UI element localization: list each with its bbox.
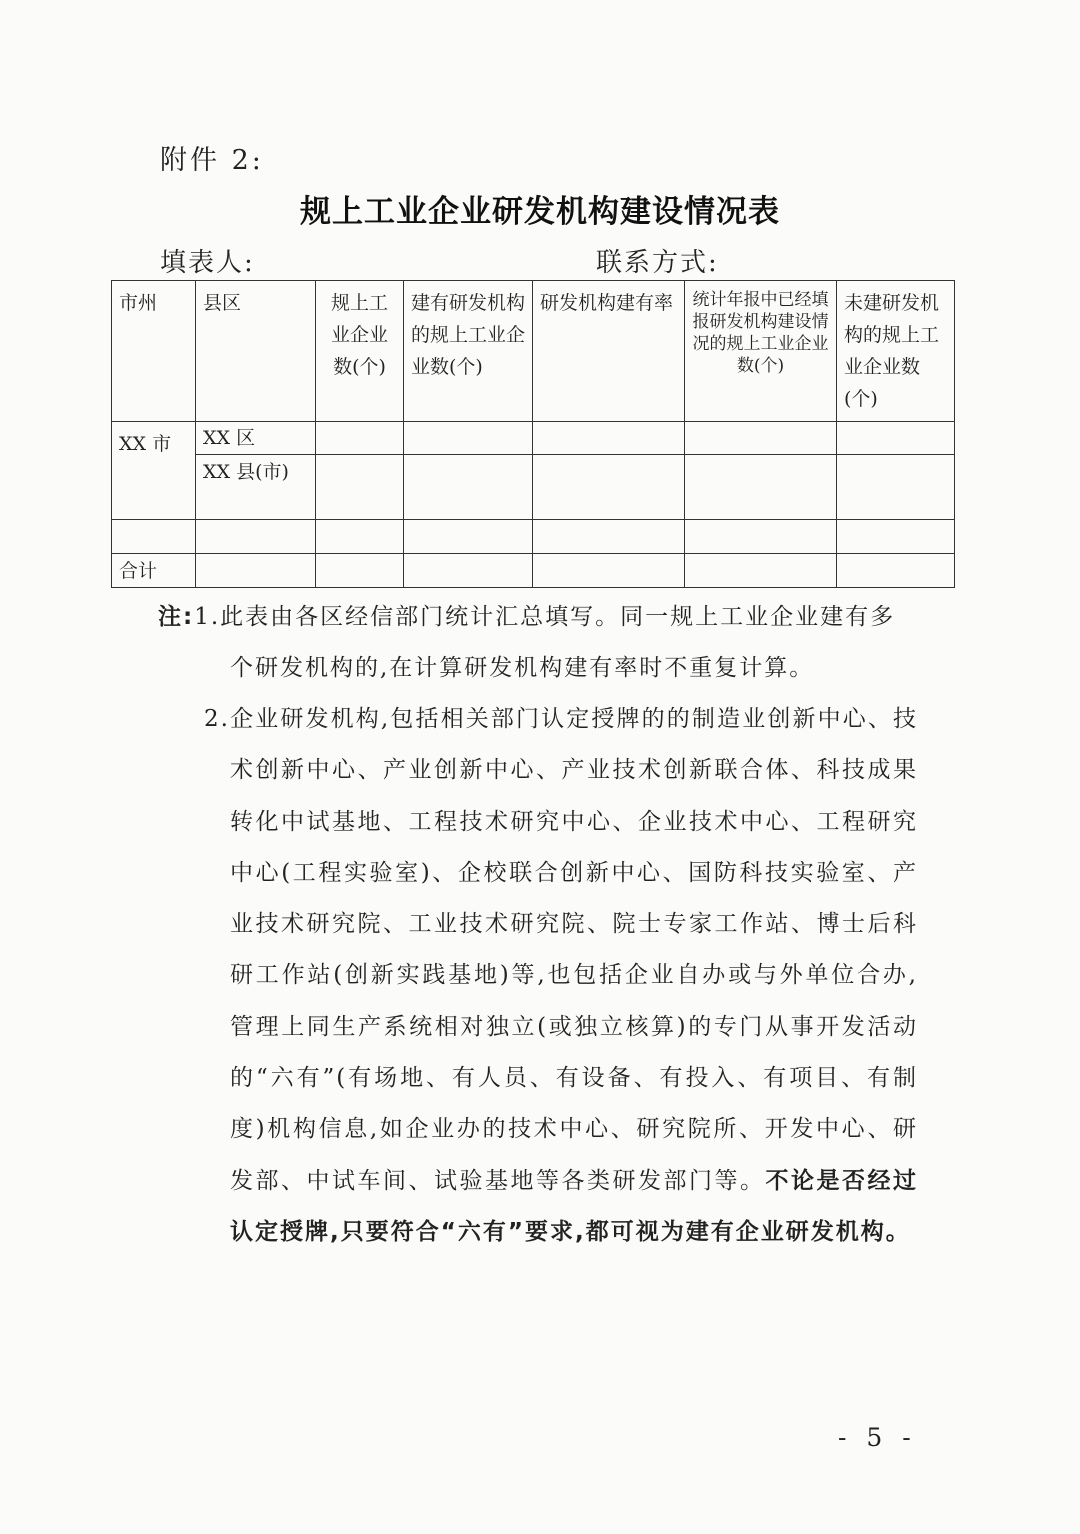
table-cell[interactable] [837,422,955,455]
table-cell[interactable] [685,422,837,455]
note-2 [158,694,918,1258]
table-cell[interactable] [837,455,955,520]
table-cell[interactable] [685,520,837,554]
table-cell[interactable] [837,520,955,554]
table-cell[interactable] [316,520,404,554]
table-cell[interactable] [196,520,316,554]
table-cell[interactable] [533,520,685,554]
table-cell[interactable] [404,520,533,554]
table-cell[interactable] [685,554,837,588]
table-cell[interactable] [533,554,685,588]
table-row [112,422,955,455]
table-row [112,554,955,588]
table-cell[interactable] [316,554,404,588]
column-header-reported-count: 统计年报中已经填报研发机构建设情况的规上工业企业数(个) [685,281,837,422]
page-number: - 5 - [838,1423,917,1452]
page-title: 规上工业企业研发机构建设情况表 [300,194,780,230]
contact-label: 联系方式: [596,248,719,278]
cell-district: XX 区 [196,422,316,455]
notes-section [158,592,918,1258]
table-cell[interactable] [316,455,404,520]
cell-county: XX 县(市) [196,455,316,520]
table-row [112,455,955,520]
table-row [112,520,955,554]
column-header-district: 县区 [196,281,316,422]
column-header-rd-rate: 研发机构建有率 [533,281,685,422]
table-cell[interactable] [837,554,955,588]
column-header-city: 市州 [112,281,196,422]
note-1-line-2: 个研发机构的,在计算研发机构建有率时不重复计算。 [230,655,815,681]
table-header-row [112,281,955,422]
table-cell[interactable] [533,422,685,455]
column-header-without-rd-count: 未建研发机构的规上工业企业数(个) [837,281,955,422]
table-cell[interactable] [685,455,837,520]
table-cell[interactable] [404,422,533,455]
cell-city: XX 市 [112,422,196,520]
note-2-bold-text: 不论是否经过认定授牌,只要符合“六有”要求,都可视为建有企业研发机构。 [230,1167,918,1245]
table-cell[interactable] [404,455,533,520]
table-cell[interactable] [112,520,196,554]
column-header-enterprise-count: 规上工业企业数(个) [316,281,404,422]
table-cell[interactable] [196,554,316,588]
note-1-line-1 [158,592,918,643]
note-1-text: 1.此表由各区经信部门统计汇总填写。同一规上工业企业建有多 [194,604,896,630]
statistics-table [111,280,955,588]
cell-total: 合计 [112,554,196,588]
column-header-with-rd-count: 建有研发机构的规上工业企业数(个) [404,281,533,422]
table-cell[interactable] [404,554,533,588]
attachment-label: 附件 2: [160,145,264,176]
table-cell[interactable] [316,422,404,455]
notes-label: 注: [158,604,195,630]
note-2-text: 2.企业研发机构,包括相关部门认定授牌的的制造业创新中心、技术创新中心、产业创新中心、产业技术创新联合体、科技成果转化中试基地、工程技术研究中心、企业技术中心、工程研究中心(工程实验室)、企校联合创新中心、国防科技实验室、产业技术研究院、工业技术研究院、院士专家工作站、博士后科研工作站(创新实践基地)等,也包括企业自办或与外单位合办,管理上同生产系统相对独立(或独立核算)的专门从事开发活动的“六有”(有场地、有人员、有设备、有投入、有项目、有制度)机构信息,如企业办的技术中心、研究院所、开发中心、研发部、中试车间、试验基地等各类研发部门等。 [204,706,918,1194]
filler-label: 填表人: [160,248,255,278]
table-cell[interactable] [533,455,685,520]
